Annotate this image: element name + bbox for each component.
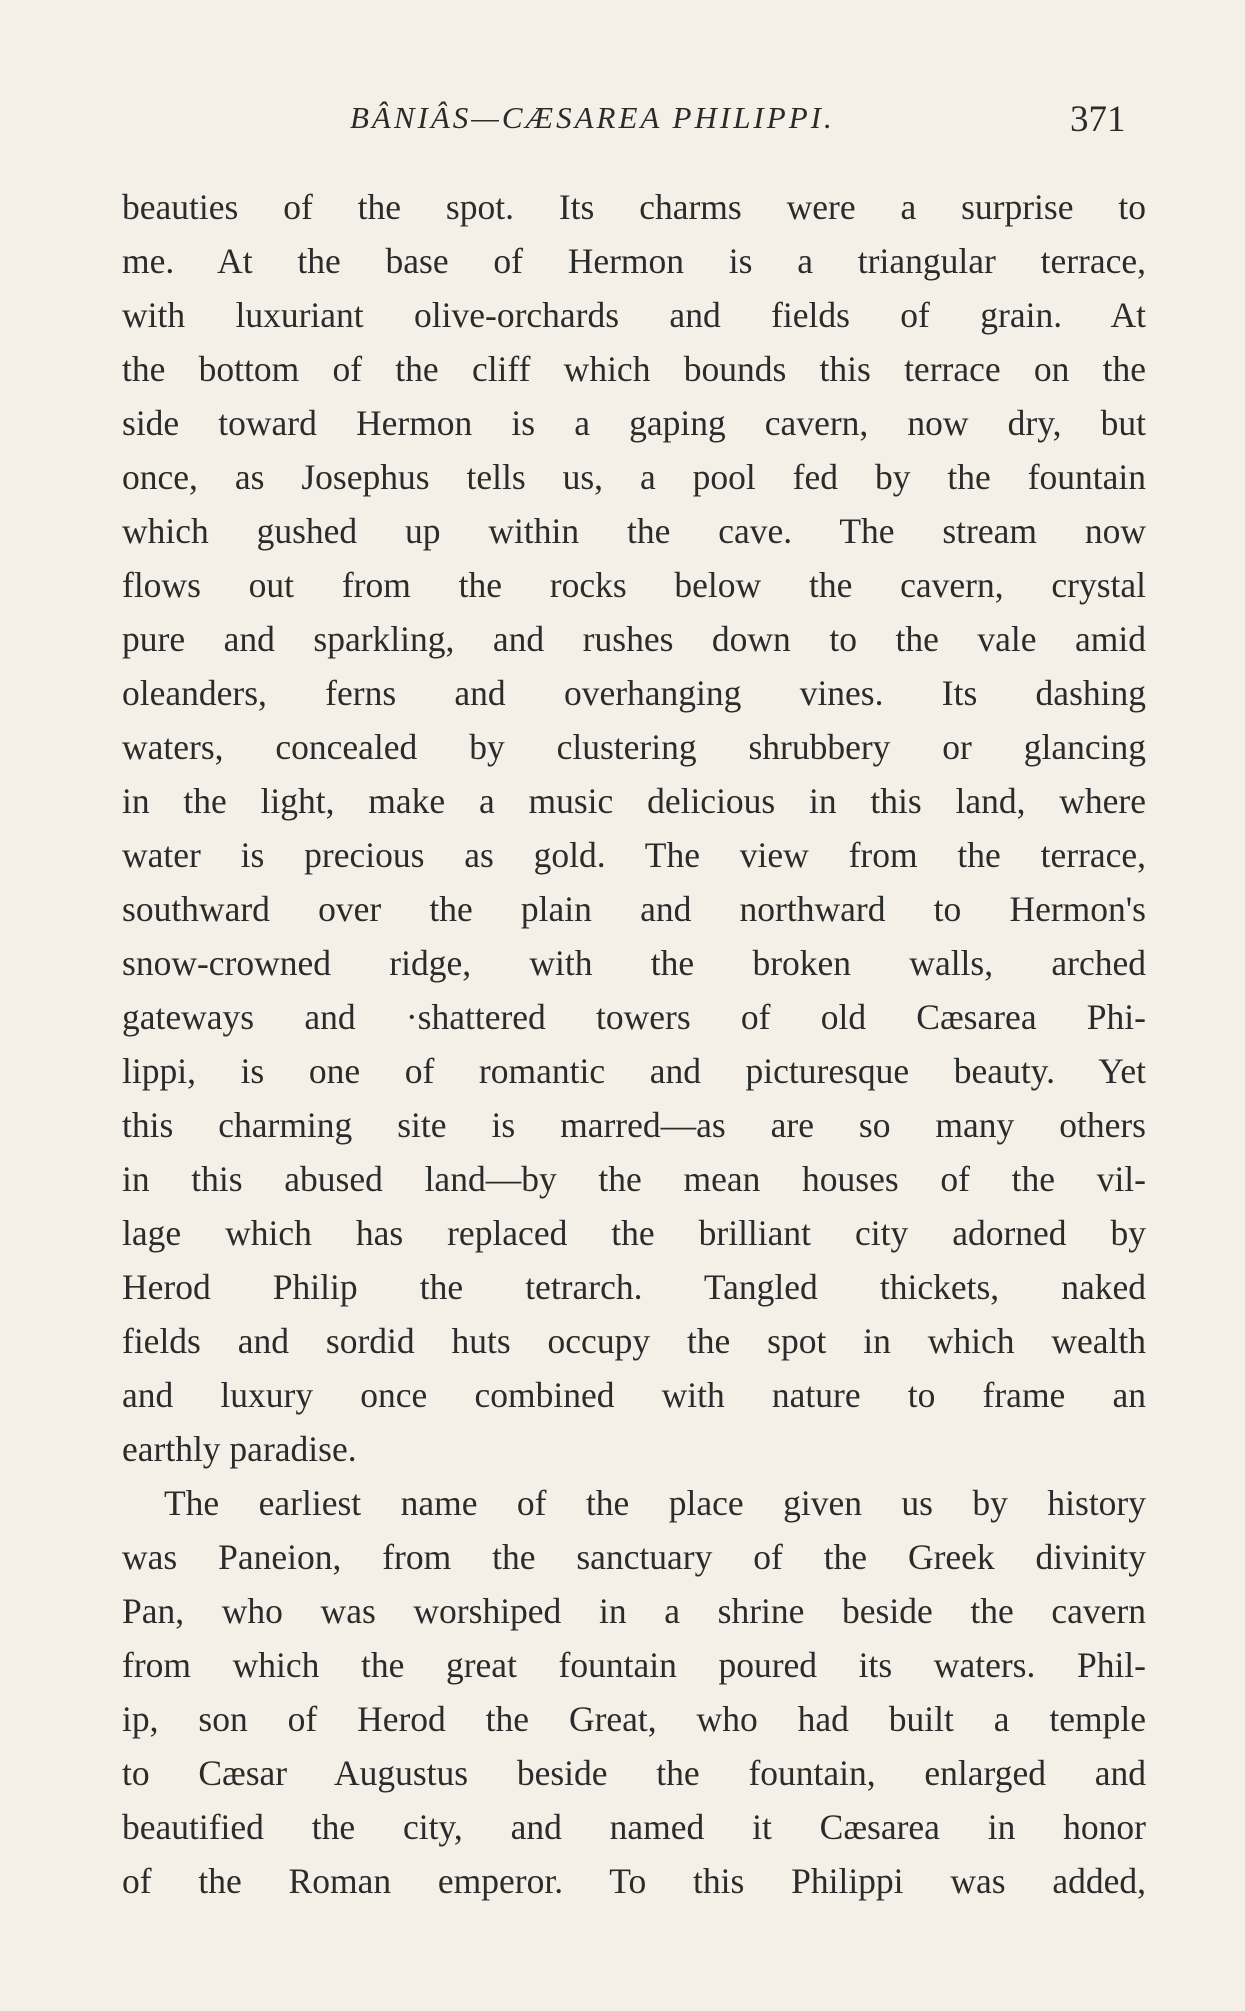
text-line: in this abused land—by the mean houses of the vil-: [122, 1159, 1146, 1199]
text-line: from which the great fountain poured its waters. Phil-: [122, 1645, 1146, 1685]
text-line: gateways and ·shattered towers of old Cæsarea Phi-: [122, 997, 1146, 1037]
body-text: [122, 180, 1146, 1908]
text-line: water is precious as gold. The view from the terrace,: [122, 835, 1146, 875]
text-line: Pan, who was worshiped in a shrine beside the cavern: [122, 1591, 1146, 1631]
running-head: BÂNIÂS—CÆSAREA PHILIPPI.: [350, 100, 835, 135]
text-line: oleanders, ferns and overhanging vines. Its dashing: [122, 673, 1146, 713]
text-line: once, as Josephus tells us, a pool fed by the fountain: [122, 457, 1146, 497]
text-line: which gushed up within the cave. The stream now: [122, 511, 1146, 551]
text-line: lippi, is one of romantic and picturesque beauty. Yet: [122, 1051, 1146, 1091]
text-line: fields and sordid huts occupy the spot in which wealth: [122, 1321, 1146, 1361]
text-line: waters, concealed by clustering shrubbery or glancing: [122, 727, 1146, 767]
text-line: to Cæsar Augustus beside the fountain, enlarged and: [122, 1753, 1146, 1793]
text-line: of the Roman emperor. To this Philippi was added,: [122, 1861, 1146, 1901]
paragraph-start-line: The earliest name of the place given us by history: [164, 1483, 1146, 1523]
text-line: and luxury once combined with nature to frame an: [122, 1375, 1146, 1415]
text-line: lage which has replaced the brilliant city adorned by: [122, 1213, 1146, 1253]
text-line: the bottom of the cliff which bounds this terrace on the: [122, 349, 1146, 389]
text-line: me. At the base of Hermon is a triangular terrace,: [122, 241, 1146, 281]
text-line: was Paneion, from the sanctuary of the Greek divinity: [122, 1537, 1146, 1577]
text-line: in the light, make a music delicious in this land, where: [122, 781, 1146, 821]
page-number: 371: [1070, 99, 1126, 140]
text-line: pure and sparkling, and rushes down to the vale amid: [122, 619, 1146, 659]
text-line: southward over the plain and northward to Hermon's: [122, 889, 1146, 929]
paragraph-end-line: earthly paradise.: [122, 1429, 357, 1469]
text-line: beautified the city, and named it Cæsarea in honor: [122, 1807, 1146, 1847]
text-line: Herod Philip the tetrarch. Tangled thickets, naked: [122, 1267, 1146, 1307]
text-line: this charming site is marred—as are so many others: [122, 1105, 1146, 1145]
text-line: with luxuriant olive-orchards and fields of grain. At: [122, 295, 1146, 335]
text-line: ip, son of Herod the Great, who had built a temple: [122, 1699, 1146, 1739]
text-line: beauties of the spot. Its charms were a surprise to: [122, 187, 1146, 227]
text-line: side toward Hermon is a gaping cavern, now dry, but: [122, 403, 1146, 443]
text-line: snow-crowned ridge, with the broken walls, arched: [122, 943, 1146, 983]
text-line: flows out from the rocks below the cavern, crystal: [122, 565, 1146, 605]
